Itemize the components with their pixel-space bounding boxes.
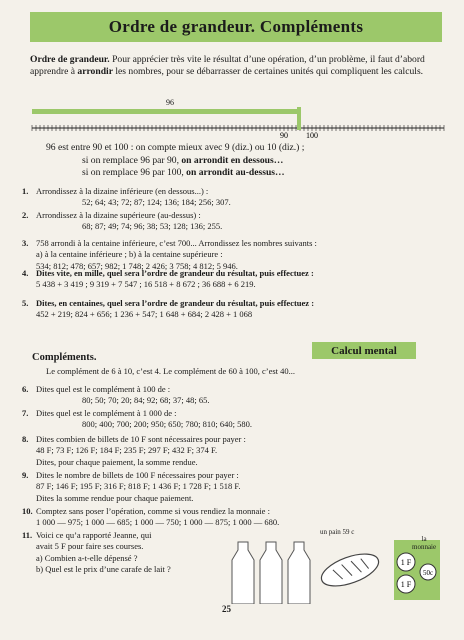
exercise-number: 7.: [22, 408, 29, 418]
exercise-prompt: Dites quel est le complément à 1 000 de :: [36, 408, 177, 418]
exercise-prompt: 758 arrondi à la centaine inférieure, c’est 700... Arrondissez les nombres suivants :: [36, 238, 317, 248]
exercise-prompt: Voici ce qu’a rapporté Jeanne, qui: [36, 530, 152, 540]
coin-label-1: 1 F: [400, 558, 412, 567]
page-number: 25: [222, 604, 231, 614]
exercise-line: b) Quel est le prix d’une carafe de lait ?: [36, 564, 171, 575]
exercise-line: 1 000 — 975; 1 000 — 685; 1 000 — 750; 1 000 — 875; 1 000 — 680.: [36, 517, 280, 528]
illustration: [222, 528, 444, 604]
page-title: Ordre de grandeur. Compléments: [30, 12, 442, 42]
exercise-line: 48 F; 73 F; 126 F; 184 F; 235 F; 297 F; 432 F; 374 F.: [36, 445, 218, 456]
milk-bottle-icon: [232, 542, 254, 604]
exercise-number: 4.: [22, 268, 29, 278]
intro-bold: arrondir: [77, 66, 113, 78]
explanation-line-3: si on remplace 96 par 100, on arrondit au-dessus…: [82, 167, 285, 179]
exercise-line: 800; 400; 700; 200; 950; 650; 780; 810; 640; 580.: [82, 419, 253, 430]
exercise-number: 2.: [22, 210, 29, 220]
exercise-number: 10.: [22, 506, 33, 516]
exercise-line: 68; 87; 49; 74; 96; 38; 53; 128; 136; 255.: [82, 221, 223, 232]
milk-bottle-icon: [288, 542, 310, 604]
monnaie-label: la monnaie: [412, 535, 437, 551]
exercise-line: 534; 812; 478; 657; 982; 1 748; 2 426; 3 758; 4 812; 5 946.: [36, 260, 238, 271]
exercise-number: 11.: [22, 530, 33, 540]
intro-text-1: Pour apprécier très vite le résultat d’une opération, d’un problème, il faut d’abord apprendre à: [30, 54, 425, 78]
exercise-number: 8.: [22, 434, 29, 444]
intro-lead: Ordre de grandeur.: [30, 54, 110, 65]
milk-bottle-icon: [260, 542, 282, 604]
exercise-number: 5.: [22, 298, 29, 308]
exercise-4: [22, 268, 452, 291]
exercise-line: 452 + 219; 824 + 656; 1 236 + 547; 1 648 + 684; 2 428 + 1 068: [36, 309, 253, 320]
complements-intro: Le complément de 6 à 10, c’est 4. Le complément de 60 à 100, c’est 40...: [46, 366, 296, 376]
exercise-line: 52; 64; 43; 72; 87; 124; 136; 184; 256; 307.: [82, 197, 231, 208]
exercise-line: Dites, pour chaque paiement, la somme rendue.: [36, 456, 198, 467]
exercise-line: 87 F; 146 F; 195 F; 316 F; 818 F; 1 436 F; 1 728 F; 1 518 F.: [36, 481, 241, 492]
intro-text-2: les nombres, pour se débarrasser de certaines unités qui compliquent les calculs.: [112, 66, 424, 78]
exercise-prompt: Dites combien de billets de 10 F sont nécessaires pour payer :: [36, 434, 246, 444]
exercise-line: avait 5 F pour faire ses courses.: [36, 541, 144, 552]
exercise-number: 1.: [22, 186, 29, 196]
exercise-prompt: Comptez sans poser l’opération, comme si vous rendiez la monnaie :: [36, 506, 270, 516]
calcul-mental-label: Calcul mental: [312, 342, 416, 359]
exercise-line: 80; 50; 70; 20; 84; 92; 68; 37; 48; 65.: [82, 395, 210, 406]
number-line-marker: [297, 107, 301, 130]
exercise-line: a) Combien a-t-elle dépensé ?: [36, 552, 138, 563]
exercise-9: [22, 470, 452, 504]
bread-icon: [317, 548, 382, 593]
exercise-1: [22, 186, 452, 209]
coin-label-2: 1 F: [400, 580, 412, 589]
exercise-6: [22, 384, 452, 407]
exercise-number: 6.: [22, 384, 29, 394]
bread-price-label: un pain 59 c: [320, 528, 355, 536]
number-line: [0, 0, 464, 142]
exercise-7: [22, 408, 452, 431]
number-line-label-90: 90: [280, 131, 288, 140]
exercise-number: 9.: [22, 470, 29, 480]
explanation-line-1: 96 est entre 90 et 100 : on compte mieux avec 9 (diz.) ou 10 (diz.) ;: [46, 142, 305, 153]
exercise-line: 5 438 + 3 419 ; 9 319 + 7 547 ; 16 518 + 8 672 ; 36 688 + 6 219.: [36, 279, 256, 290]
exercise-line: Dites la somme rendue pour chaque paiement.: [36, 492, 194, 503]
exercise-prompt: Arrondissez à la dizaine inférieure (en dessous...) :: [36, 186, 209, 196]
milk-bottles: [232, 542, 310, 604]
exercise-8: [22, 434, 452, 468]
coin-label-3: 50c: [422, 569, 434, 577]
number-line-highlight: [32, 109, 298, 114]
exercise-prompt: Dites vite, en mille, quel sera l’ordre de grandeur du résultat, puis effectuez :: [36, 268, 314, 278]
exercise-10: [22, 506, 452, 529]
exercise-line: a) à la centaine inférieure ; b) à la centaine supérieure :: [36, 249, 223, 260]
exercise-prompt: Dites quel est le complément à 100 de :: [36, 384, 171, 394]
complements-title: Compléments.: [32, 352, 97, 363]
explanation: [46, 142, 446, 180]
exercise-2: [22, 210, 452, 233]
exercise-prompt: Dites, en centaines, quel sera l’ordre de grandeur du résultat, puis effectuez :: [36, 298, 315, 308]
exercise-number: 3.: [22, 238, 29, 248]
exercise-5: [22, 298, 452, 321]
number-line-top-label: 96: [166, 98, 174, 107]
exercise-prompt: Dites le nombre de billets de 100 F nécessaires pour payer :: [36, 470, 239, 480]
number-line-label-100: 100: [306, 131, 318, 140]
exercise-prompt: Arrondissez à la dizaine supérieure (au-dessus) :: [36, 210, 201, 220]
explanation-line-2: si on remplace 96 par 90, on arrondit en dessous…: [82, 154, 284, 166]
